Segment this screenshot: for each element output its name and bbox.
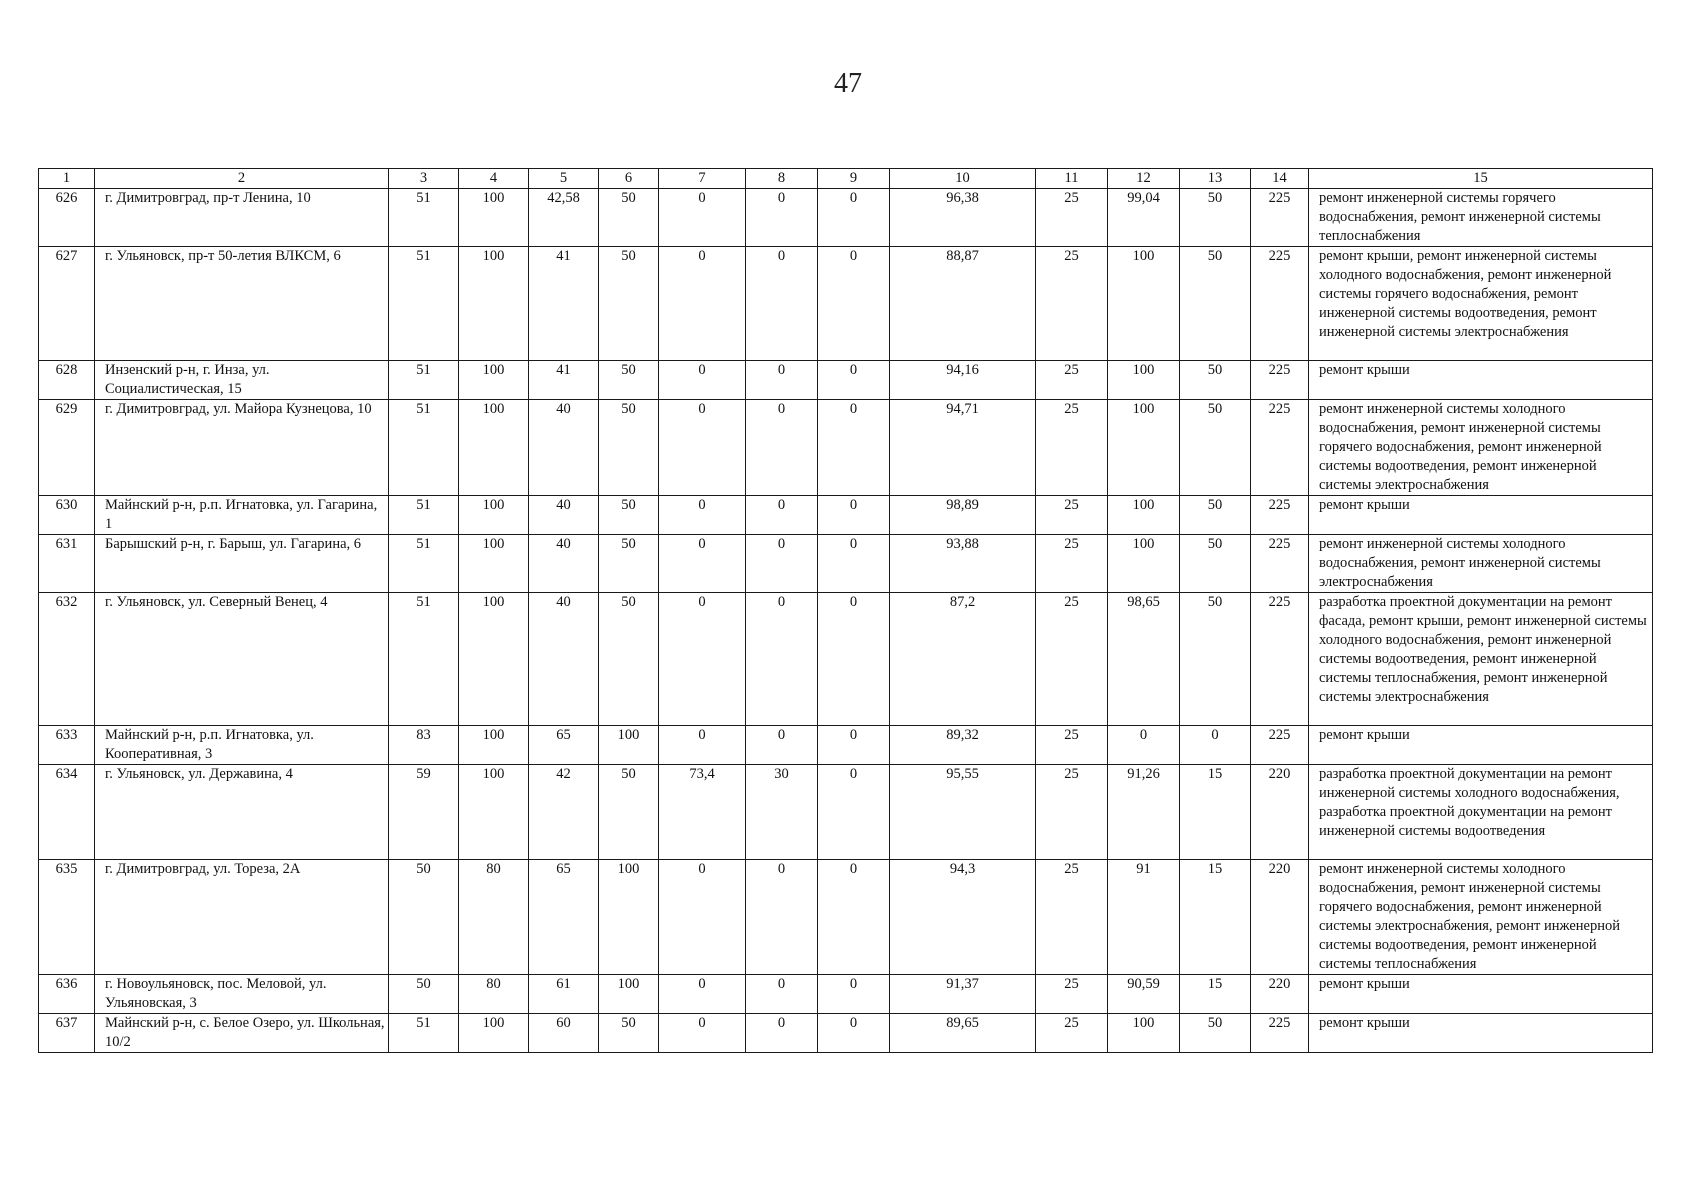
work-description-cell: ремонт инженерной системы горячего водоснабжения, ремонт инженерной системы теплоснабжения (1309, 189, 1653, 247)
row-number: 632 (39, 593, 95, 726)
value-cell: 60 (529, 1014, 599, 1053)
value-cell: 100 (459, 1014, 529, 1053)
row-number: 630 (39, 496, 95, 535)
address-cell: г. Ульяновск, ул. Северный Венец, 4 (95, 593, 389, 726)
value-cell: 25 (1036, 1014, 1108, 1053)
work-description-cell: ремонт крыши (1309, 726, 1653, 765)
value-cell: 0 (818, 361, 890, 400)
value-cell: 51 (389, 400, 459, 496)
value-cell: 41 (529, 247, 599, 361)
column-header: 5 (529, 169, 599, 189)
value-cell: 50 (599, 765, 659, 860)
value-cell: 100 (459, 400, 529, 496)
column-header: 8 (746, 169, 818, 189)
value-cell: 50 (1180, 247, 1251, 361)
value-cell: 40 (529, 496, 599, 535)
work-description-cell: ремонт инженерной системы холодного водоснабжения, ремонт инженерной системы горячего водоснабжения, ремонт инженерной системы электроснабжения, ремонт инженерной системы водоотведения, ремонт инженерной системы теплоснабжения (1309, 860, 1653, 975)
value-cell: 0 (818, 765, 890, 860)
value-cell: 51 (389, 1014, 459, 1053)
work-description-cell: ремонт крыши (1309, 361, 1653, 400)
table-row (39, 860, 1653, 975)
value-cell: 225 (1251, 593, 1309, 726)
value-cell: 25 (1036, 593, 1108, 726)
value-cell: 50 (599, 400, 659, 496)
value-cell: 100 (459, 247, 529, 361)
column-header: 13 (1180, 169, 1251, 189)
value-cell: 96,38 (890, 189, 1036, 247)
value-cell: 59 (389, 765, 459, 860)
value-cell: 220 (1251, 765, 1309, 860)
value-cell: 0 (818, 247, 890, 361)
value-cell: 225 (1251, 189, 1309, 247)
value-cell: 0 (659, 535, 746, 593)
value-cell: 94,71 (890, 400, 1036, 496)
value-cell: 0 (659, 593, 746, 726)
value-cell: 50 (599, 189, 659, 247)
address-cell: Майнский р-н, с. Белое Озеро, ул. Школьная, 10/2 (95, 1014, 389, 1053)
value-cell: 51 (389, 535, 459, 593)
value-cell: 30 (746, 765, 818, 860)
value-cell: 50 (599, 247, 659, 361)
value-cell: 95,55 (890, 765, 1036, 860)
value-cell: 15 (1180, 765, 1251, 860)
column-header: 4 (459, 169, 529, 189)
value-cell: 0 (746, 247, 818, 361)
column-header: 1 (39, 169, 95, 189)
page-number: 47 (834, 68, 862, 99)
value-cell: 25 (1036, 860, 1108, 975)
table-body (39, 189, 1653, 1053)
table-row (39, 189, 1653, 247)
column-header: 10 (890, 169, 1036, 189)
value-cell: 89,65 (890, 1014, 1036, 1053)
value-cell: 25 (1036, 535, 1108, 593)
value-cell: 0 (818, 535, 890, 593)
table-row (39, 535, 1653, 593)
table-row (39, 361, 1653, 400)
work-description-cell: разработка проектной документации на ремонт фасада, ремонт крыши, ремонт инженерной системы холодного водоснабжения, ремонт инженерной системы водоотведения, ремонт инженерной системы теплоснабжения, ремонт инженерной системы электроснабжения (1309, 593, 1653, 726)
value-cell: 50 (599, 593, 659, 726)
address-cell: г. Димитровград, ул. Тореза, 2А (95, 860, 389, 975)
value-cell: 100 (1108, 361, 1180, 400)
value-cell: 98,89 (890, 496, 1036, 535)
value-cell: 50 (1180, 1014, 1251, 1053)
column-header: 9 (818, 169, 890, 189)
value-cell: 25 (1036, 247, 1108, 361)
value-cell: 42 (529, 765, 599, 860)
value-cell: 0 (746, 496, 818, 535)
address-cell: г. Димитровград, ул. Майора Кузнецова, 10 (95, 400, 389, 496)
work-description-cell: ремонт крыши (1309, 975, 1653, 1014)
table-row (39, 765, 1653, 860)
value-cell: 100 (1108, 496, 1180, 535)
value-cell: 0 (1108, 726, 1180, 765)
value-cell: 0 (659, 496, 746, 535)
value-cell: 0 (746, 189, 818, 247)
value-cell: 50 (1180, 496, 1251, 535)
value-cell: 100 (459, 496, 529, 535)
value-cell: 0 (659, 400, 746, 496)
value-cell: 225 (1251, 361, 1309, 400)
address-cell: г. Димитровград, пр-т Ленина, 10 (95, 189, 389, 247)
value-cell: 0 (659, 247, 746, 361)
value-cell: 100 (459, 765, 529, 860)
value-cell: 0 (746, 400, 818, 496)
value-cell: 80 (459, 860, 529, 975)
row-number: 635 (39, 860, 95, 975)
value-cell: 40 (529, 400, 599, 496)
value-cell: 50 (599, 496, 659, 535)
table-row (39, 975, 1653, 1014)
column-header: 14 (1251, 169, 1309, 189)
row-number: 626 (39, 189, 95, 247)
work-description-cell: ремонт инженерной системы холодного водоснабжения, ремонт инженерной системы электроснабжения (1309, 535, 1653, 593)
value-cell: 220 (1251, 860, 1309, 975)
value-cell: 91,37 (890, 975, 1036, 1014)
address-cell: г. Ульяновск, пр-т 50-летия ВЛКСМ, 6 (95, 247, 389, 361)
value-cell: 0 (746, 726, 818, 765)
row-number: 633 (39, 726, 95, 765)
value-cell: 0 (746, 593, 818, 726)
value-cell: 100 (459, 361, 529, 400)
work-description-cell: ремонт крыши, ремонт инженерной системы холодного водоснабжения, ремонт инженерной системы горячего водоснабжения, ремонт инженерной системы водоотведения, ремонт инженерной системы электроснабжения (1309, 247, 1653, 361)
value-cell: 41 (529, 361, 599, 400)
value-cell: 25 (1036, 496, 1108, 535)
value-cell: 225 (1251, 247, 1309, 361)
value-cell: 225 (1251, 535, 1309, 593)
value-cell: 91 (1108, 860, 1180, 975)
row-number: 637 (39, 1014, 95, 1053)
value-cell: 100 (1108, 247, 1180, 361)
value-cell: 100 (459, 189, 529, 247)
value-cell: 15 (1180, 975, 1251, 1014)
value-cell: 100 (1108, 535, 1180, 593)
column-header: 7 (659, 169, 746, 189)
address-cell: г. Ульяновск, ул. Державина, 4 (95, 765, 389, 860)
row-number: 634 (39, 765, 95, 860)
address-cell: Майнский р-н, р.п. Игнатовка, ул. Гагарина, 1 (95, 496, 389, 535)
value-cell: 25 (1036, 765, 1108, 860)
value-cell: 99,04 (1108, 189, 1180, 247)
value-cell: 87,2 (890, 593, 1036, 726)
value-cell: 83 (389, 726, 459, 765)
value-cell: 51 (389, 361, 459, 400)
value-cell: 50 (1180, 535, 1251, 593)
value-cell: 50 (1180, 593, 1251, 726)
value-cell: 225 (1251, 496, 1309, 535)
value-cell: 73,4 (659, 765, 746, 860)
value-cell: 61 (529, 975, 599, 1014)
value-cell: 91,26 (1108, 765, 1180, 860)
value-cell: 98,65 (1108, 593, 1180, 726)
value-cell: 225 (1251, 400, 1309, 496)
value-cell: 50 (1180, 361, 1251, 400)
address-cell: Майнский р-н, р.п. Игнатовка, ул. Кооперативная, 3 (95, 726, 389, 765)
value-cell: 50 (599, 361, 659, 400)
value-cell: 0 (659, 726, 746, 765)
value-cell: 50 (599, 535, 659, 593)
value-cell: 65 (529, 860, 599, 975)
value-cell: 0 (818, 496, 890, 535)
value-cell: 50 (1180, 189, 1251, 247)
value-cell: 0 (818, 400, 890, 496)
value-cell: 225 (1251, 1014, 1309, 1053)
value-cell: 51 (389, 189, 459, 247)
value-cell: 50 (599, 1014, 659, 1053)
value-cell: 89,32 (890, 726, 1036, 765)
value-cell: 25 (1036, 975, 1108, 1014)
value-cell: 0 (659, 361, 746, 400)
column-header: 12 (1108, 169, 1180, 189)
value-cell: 0 (1180, 726, 1251, 765)
value-cell: 65 (529, 726, 599, 765)
value-cell: 0 (746, 975, 818, 1014)
value-cell: 100 (599, 860, 659, 975)
value-cell: 50 (389, 975, 459, 1014)
value-cell: 93,88 (890, 535, 1036, 593)
value-cell: 25 (1036, 400, 1108, 496)
column-header: 6 (599, 169, 659, 189)
value-cell: 0 (659, 189, 746, 247)
row-number: 629 (39, 400, 95, 496)
table-row (39, 496, 1653, 535)
address-cell: г. Новоульяновск, пос. Меловой, ул. Ульяновская, 3 (95, 975, 389, 1014)
table-row (39, 726, 1653, 765)
address-cell: Инзенский р-н, г. Инза, ул. Социалистическая, 15 (95, 361, 389, 400)
value-cell: 0 (746, 860, 818, 975)
table-row (39, 400, 1653, 496)
value-cell: 40 (529, 535, 599, 593)
value-cell: 25 (1036, 189, 1108, 247)
value-cell: 15 (1180, 860, 1251, 975)
value-cell: 100 (459, 535, 529, 593)
value-cell: 50 (1180, 400, 1251, 496)
value-cell: 225 (1251, 726, 1309, 765)
table-row (39, 593, 1653, 726)
table-header (39, 169, 1653, 189)
value-cell: 42,58 (529, 189, 599, 247)
value-cell: 88,87 (890, 247, 1036, 361)
value-cell: 51 (389, 593, 459, 726)
value-cell: 0 (818, 189, 890, 247)
column-header: 15 (1309, 169, 1653, 189)
value-cell: 0 (659, 1014, 746, 1053)
value-cell: 100 (1108, 1014, 1180, 1053)
value-cell: 80 (459, 975, 529, 1014)
value-cell: 0 (818, 726, 890, 765)
work-description-cell: разработка проектной документации на ремонт инженерной системы холодного водоснабжения, разработка проектной документации на ремонт инженерной системы водоотведения (1309, 765, 1653, 860)
row-number: 631 (39, 535, 95, 593)
table-row (39, 247, 1653, 361)
value-cell: 100 (459, 726, 529, 765)
value-cell: 100 (459, 593, 529, 726)
value-cell: 90,59 (1108, 975, 1180, 1014)
row-number: 627 (39, 247, 95, 361)
column-header: 3 (389, 169, 459, 189)
value-cell: 0 (818, 593, 890, 726)
column-header: 11 (1036, 169, 1108, 189)
value-cell: 100 (599, 726, 659, 765)
value-cell: 0 (746, 1014, 818, 1053)
table-row (39, 1014, 1653, 1053)
value-cell: 94,3 (890, 860, 1036, 975)
value-cell: 51 (389, 247, 459, 361)
address-cell: Барышский р-н, г. Барыш, ул. Гагарина, 6 (95, 535, 389, 593)
value-cell: 0 (746, 535, 818, 593)
value-cell: 100 (1108, 400, 1180, 496)
work-description-cell: ремонт инженерной системы холодного водоснабжения, ремонт инженерной системы горячего водоснабжения, ремонт инженерной системы водоотведения, ремонт инженерной системы электроснабжения (1309, 400, 1653, 496)
value-cell: 0 (818, 860, 890, 975)
column-header: 2 (95, 169, 389, 189)
row-number: 636 (39, 975, 95, 1014)
value-cell: 94,16 (890, 361, 1036, 400)
value-cell: 0 (818, 1014, 890, 1053)
row-number: 628 (39, 361, 95, 400)
value-cell: 25 (1036, 361, 1108, 400)
value-cell: 51 (389, 496, 459, 535)
column-number-row (39, 169, 1653, 189)
value-cell: 0 (746, 361, 818, 400)
value-cell: 25 (1036, 726, 1108, 765)
value-cell: 220 (1251, 975, 1309, 1014)
value-cell: 40 (529, 593, 599, 726)
value-cell: 0 (659, 975, 746, 1014)
value-cell: 0 (818, 975, 890, 1014)
work-description-cell: ремонт крыши (1309, 1014, 1653, 1053)
value-cell: 0 (659, 860, 746, 975)
data-table (38, 168, 1653, 1053)
value-cell: 100 (599, 975, 659, 1014)
value-cell: 50 (389, 860, 459, 975)
work-description-cell: ремонт крыши (1309, 496, 1653, 535)
